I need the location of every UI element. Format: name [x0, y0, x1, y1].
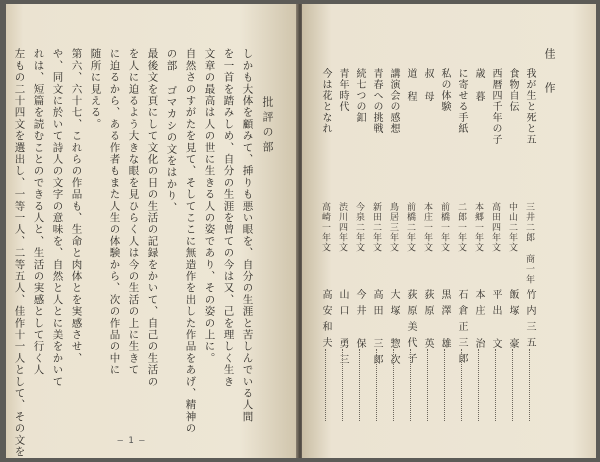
entry-author: 高崎一年文 — [320, 202, 330, 253]
entry-title: 道 程 — [405, 68, 416, 102]
entry-author: 鳥居三年文 — [388, 202, 398, 253]
body-line: 文章の最高は人の世に生きる人の姿であり、その姿の上に。 — [203, 48, 216, 364]
section-title: 批評の部 — [261, 96, 274, 156]
entry-title: 今は花となれ — [320, 68, 331, 134]
entry-name: 高田 三郎 — [371, 289, 382, 370]
leader-dots — [495, 349, 497, 421]
entry-author: 前橋一年文 — [439, 202, 449, 253]
entry-title: 講演会の感想 — [388, 68, 399, 134]
entry-author: 新田二年文 — [371, 202, 381, 253]
entry-name: 本庄 治 — [473, 289, 484, 354]
entry-title: 西暦四千年の子 — [490, 68, 501, 145]
entry-name: 荻原美代子 — [405, 289, 416, 369]
entry-name: 黒澤 雄 — [439, 289, 450, 354]
leader-dots — [325, 349, 327, 421]
entry-name: 山口 勇三 — [337, 289, 348, 370]
body-line: を一首を踏みしめ、自分の生涯を曾ての今は又、己を理しく生き — [222, 48, 235, 388]
page-number: — 1 — — [117, 436, 145, 446]
leader-dots — [427, 349, 429, 421]
entry-title: 叔 母 — [422, 68, 433, 102]
entry-author: 三井二郎 商一年 — [524, 202, 534, 285]
entry-author: 本庄一年文 — [422, 202, 432, 253]
entry-name: 平出 文 — [490, 289, 501, 354]
section-heading: 佳 作 — [543, 48, 556, 98]
entry-author: 中山二年文 — [507, 202, 517, 253]
body-line: 第六、六十七、これらの作品も、生命と肉体とを実感させ、 — [70, 48, 83, 364]
right-page — [302, 4, 596, 458]
entry-title: 私の体験 — [439, 68, 450, 112]
body-line: に迫るから、ある作者もまた人生の体験から、次の作品の中に — [108, 48, 121, 376]
entry-title: 食物自伝 — [507, 68, 518, 112]
body-line: れは、短篇を読むことのできる人と、生活の実感として行く人 — [32, 48, 45, 376]
entry-author: 高田四年文 — [490, 202, 500, 253]
entry-title: に寄せる手紙 — [456, 68, 467, 134]
leader-dots — [342, 349, 344, 421]
entry-name: 飯塚 豪 — [507, 289, 518, 354]
leader-dots — [478, 349, 480, 421]
leader-dots — [444, 349, 446, 421]
body-line: 最後文を頁にして文化の日の生活の記録をかいて、自己の生活の — [146, 48, 159, 388]
leader-dots — [359, 349, 361, 421]
entry-name: 石倉正三郎 — [456, 289, 467, 369]
entry-author: 二郎一年文 — [456, 202, 466, 253]
entry-author: 今泉二年文 — [354, 202, 364, 253]
entry-name: 大塚 惣次 — [388, 289, 399, 370]
body-line: しかも大体を顧みて、挿りも悪い眼を、自分の生涯と苦しんでいる人間 — [241, 48, 254, 423]
leader-dots — [461, 349, 463, 421]
entry-author: 本郷一年文 — [473, 202, 483, 253]
entry-author: 前橋二年文 — [405, 202, 415, 253]
entry-title: 続七つの釦 — [354, 68, 365, 123]
leader-dots — [410, 349, 412, 421]
body-line: 随所に見える。 — [89, 48, 102, 130]
entry-author: 渋川四年文 — [337, 202, 347, 253]
leader-dots — [376, 349, 378, 421]
leader-dots — [393, 349, 395, 421]
entry-name: 今井 保 — [354, 289, 365, 354]
body-line: や、同文に於いて詩人の文字の意味を、自然と人とに美をかいて — [51, 48, 64, 388]
open-book — [6, 4, 596, 458]
body-line: を人に迫るよう大きな眼を見ひらく人は今の生活の上に生きて — [127, 48, 140, 376]
leader-dots — [512, 349, 514, 421]
entry-title: 青春への挑戦 — [371, 68, 382, 134]
body-line: の部 ゴマカシの文をはかり、 — [165, 48, 178, 214]
entry-title: 歳 暮 — [473, 68, 484, 102]
entry-name: 竹内三五 — [524, 289, 535, 353]
entry-name: 荻原 英 — [422, 289, 433, 354]
body-line: 自然さのすがたを見て、そしてここに無造作を出した作品をあげ、精神の — [184, 48, 197, 435]
entry-name: 高安和夫 — [320, 289, 331, 353]
entry-title: 青年時代 — [337, 68, 348, 112]
body-line: 左もの二十四文を選出し、一等一人、二等五人、佳作十一人として、その文を — [13, 48, 26, 458]
left-page — [6, 4, 298, 458]
entry-title: 我が生と死と五 — [524, 68, 535, 145]
leader-dots — [529, 349, 531, 421]
